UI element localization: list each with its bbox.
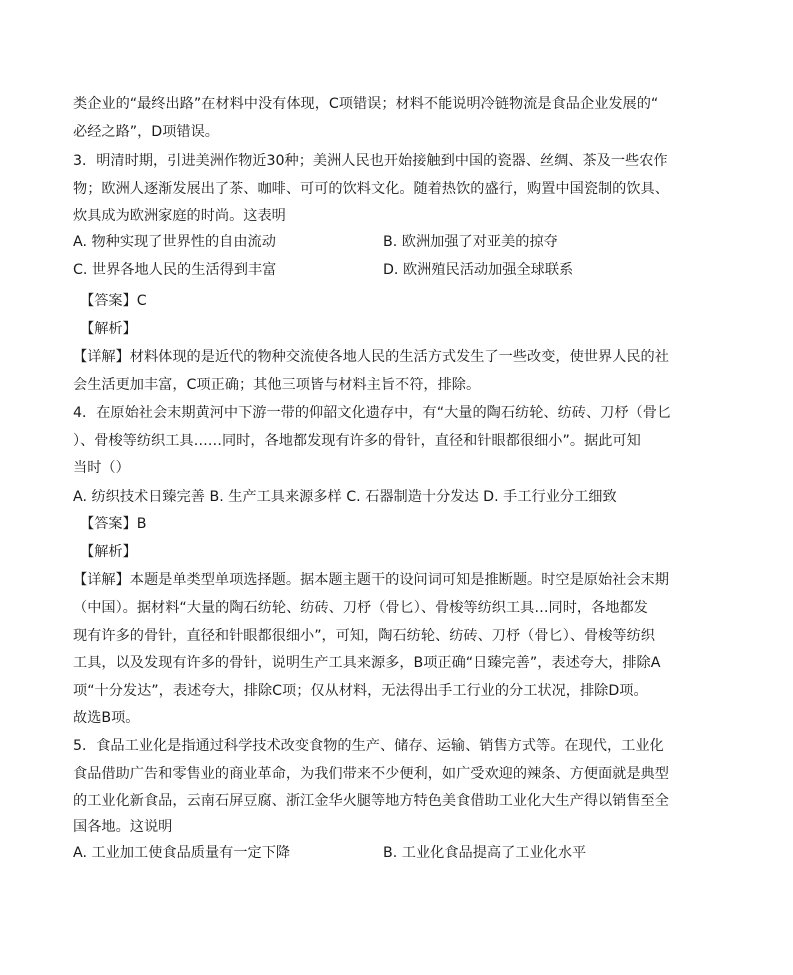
q3-answer: 【答案】C	[80, 293, 147, 309]
q3-option-c: C. 世界各地人民的生活得到丰富	[73, 262, 277, 278]
q4-detail-line-6: 故选B项。	[73, 710, 140, 726]
q5-stem-line-4: 国各地。这说明	[73, 819, 173, 835]
q2-analysis-line-1: 类企业的“最终出路”在材料中没有体现，C项错误；材料不能说明冷链物流是食品企业发展的“	[73, 96, 659, 112]
q4-stem-line-3: 当时（）	[73, 460, 130, 476]
q5-stem-line-3: 的工业化新食品，云南石屏豆腐、浙江金华火腿等地方特色美食借助工业化大生产得以销售至全	[73, 793, 669, 809]
q3-stem-line-3: 炊具成为欧洲家庭的时尚。这表明	[73, 208, 286, 224]
q5-stem-line-2: 食品借助广告和零售业的商业革命，为我们带来不少便利，如广受欢迎的辣条、方便面就是典型	[73, 766, 669, 782]
q3-option-b: B. 欧洲加强了对亚美的掠夺	[383, 234, 558, 250]
q4-detail-line-1: 【详解】本题是单类型单项选择题。据本题主题干的设问词可知是推断题。时空是原始社会末期	[73, 572, 669, 588]
q3-option-a: A. 物种实现了世界性的自由流动	[73, 234, 276, 250]
q4-stem-line-1: 4．在原始社会末期黄河中下游一带的仰韶文化遗存中，有“大量的陶石纺轮、纺砖、刀杼（骨匕	[73, 405, 672, 421]
q3-analysis-label: 【解析】	[80, 321, 137, 337]
q4-stem-line-2: ）、骨梭等纺织工具……同时，各地都发现有许多的骨针，直径和针眼都很细小”。据此可知	[73, 433, 641, 449]
q5-option-b: B. 工业化食品提高了工业化水平	[383, 845, 587, 861]
q5-option-a: A. 工业加工使食品质量有一定下降	[73, 845, 291, 861]
q4-detail-line-4: 工具，以及发现有许多的骨针，说明生产工具来源多，B项正确“日臻完善”，表述夸大，排除A	[73, 655, 661, 671]
q3-stem-line-2: 物；欧洲人逐渐发展出了茶、咖啡、可可的饮料文化。随着热饮的盛行，购置中国瓷制的饮具、	[73, 181, 669, 197]
q4-answer: 【答案】B	[80, 516, 147, 532]
q2-analysis-line-2: 必经之路”，D项错误。	[73, 124, 219, 140]
q3-detail-line-1: 【详解】材料体现的是近代的物种交流使各地人民的生活方式发生了一些改变，使世界人民的社	[73, 349, 669, 365]
q3-option-d: D. 欧洲殖民活动加强全球联系	[383, 262, 574, 278]
q3-stem-line-1: 3．明清时期，引进美洲作物近30种；美洲人民也开始接触到中国的瓷器、丝绸、茶及一些农作	[73, 153, 668, 169]
q4-options: A. 纺织技术日臻完善 B. 生产工具来源多样 C. 石器制造十分发达 D. 手工行业分工细致	[73, 489, 617, 505]
q3-detail-line-2: 会生活更加丰富，C项正确；其他三项皆与材料主旨不符，排除。	[73, 377, 481, 393]
q5-stem-line-1: 5．食品工业化是指通过科学技术改变食物的生产、储存、运输、销售方式等。在现代，工业化	[73, 738, 664, 754]
q4-detail-line-3: 现有许多的骨针，直径和针眼都很细小”，可知，陶石纺轮、纺砖、刀杼（骨匕）、骨梭等纺织	[73, 628, 655, 644]
q4-analysis-label: 【解析】	[80, 544, 137, 560]
q4-detail-line-5: 项“十分发达”，表述夸大，排除C项；仅从材料，无法得出手工行业的分工状况，排除D项。	[73, 683, 648, 699]
q4-detail-line-2: （中国）。据材料“大量的陶石纺轮、纺砖、刀杼（骨匕）、骨梭等纺织工具…同时，各地都发	[73, 600, 648, 616]
